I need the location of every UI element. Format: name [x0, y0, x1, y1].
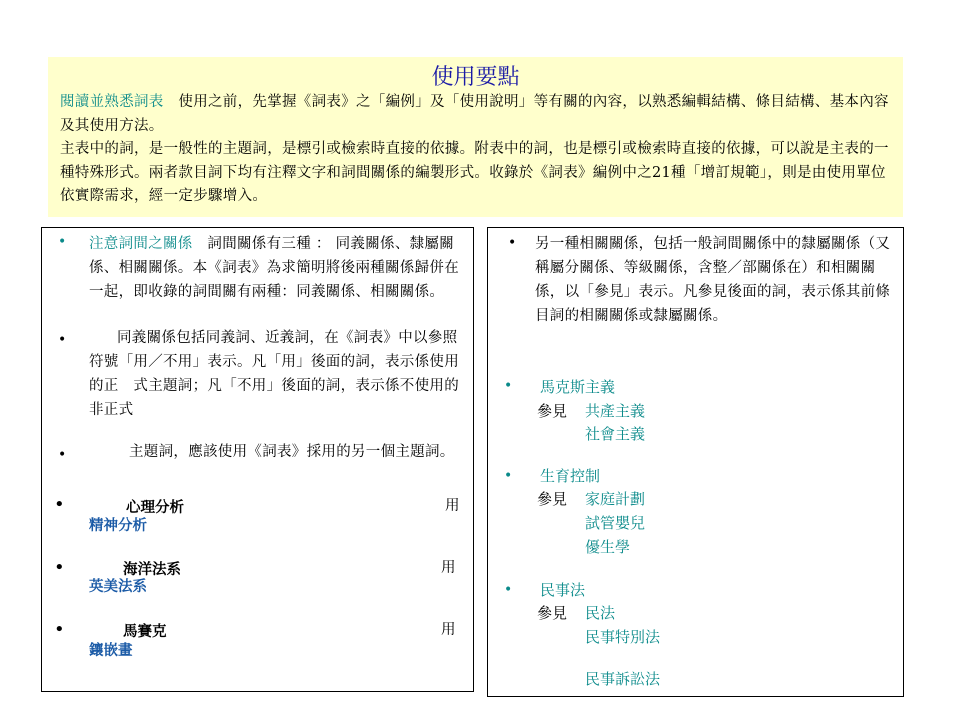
see-ref: 優生學	[585, 538, 631, 556]
example-use: 用	[441, 560, 456, 576]
example-use: 用	[445, 498, 460, 514]
page-title: 使用要點	[431, 65, 520, 90]
see-ref: 家庭計劃	[585, 490, 646, 508]
synonym-text: 同義關係包括同義詞、近義詞，在《詞表》中以參照符號「用／不用」表示。凡「用」後面的詞，表示係使用的正 式主題詞；凡「不用」後面的詞，表示係不使用的非正式	[89, 330, 459, 418]
bullet-icon: •	[58, 332, 67, 348]
example-target: 精神分析	[89, 518, 147, 534]
intro-paragraph-2: 主表中的詞，是一般性的主題詞，是標引或檢索時直接的依據。附表中的詞，也是標引或檢索時直接的依據，可以說是主表的一種特殊形式。兩者款目詞下均有注釋文字和詞間關係的編製形式。收錄於《詞表》編例中之21種「增訂規範」，則是由使用單位依實際需求，經一定步驟增入。	[60, 141, 889, 204]
see-ref: 社會主義	[585, 425, 646, 443]
relation-highlight: 注意詞間之關係	[89, 236, 193, 252]
bullet-icon: •	[54, 557, 65, 578]
bullet-icon: •	[508, 235, 517, 251]
intro-text	[60, 91, 896, 209]
example-target: 鑲嵌畫	[89, 643, 133, 659]
example-term: 馬賽克	[123, 623, 167, 640]
see-label: 參見	[537, 604, 568, 622]
see-ref: 共產主義	[585, 402, 646, 420]
bullet-icon: •	[54, 494, 65, 515]
intro-paragraph-1: 使用之前，先掌握《詞表》之「編例」及「使用說明」等有關的內容，以熟悉編輯結構、條目結構、基本內容及其使用方法。	[60, 94, 889, 134]
example-term: 海洋法系	[123, 561, 181, 578]
bullet-icon: •	[58, 447, 67, 463]
bullet-icon: •	[504, 468, 513, 484]
example-term: 心理分析	[126, 499, 184, 516]
bullet-icon: •	[54, 619, 65, 640]
example-target: 英美法系	[89, 579, 147, 595]
relation-text: 詞間關係有三種 ： 同義關係、隸屬關係、相關關係。本《詞表》為求簡明將後兩種關係歸併在一起，即收錄的詞間關有兩種：同義關係、相關關係。	[89, 236, 459, 300]
group-head: 民事法	[540, 581, 586, 599]
see-ref: 民事特別法	[585, 628, 661, 646]
bullet-icon: •	[58, 234, 67, 250]
left-panel	[41, 227, 474, 692]
right-panel	[487, 227, 904, 697]
bullet-icon: •	[504, 582, 513, 598]
intro-highlight: 閱讀並熟悉詞表	[60, 94, 164, 110]
see-ref: 民事訴訟法	[585, 670, 661, 688]
see-label: 參見	[537, 402, 568, 420]
see-ref: 試管嬰兒	[585, 514, 646, 532]
main-term-text: 主題詞，應該使用《詞表》採用的另一個主題詞。	[129, 444, 455, 460]
see-label: 參見	[537, 490, 568, 508]
relation-intro	[89, 232, 464, 304]
intro-panel	[48, 57, 903, 217]
example-use: 用	[441, 622, 456, 638]
group-head: 生育控制	[540, 467, 601, 485]
group-head: 馬克斯主義	[540, 378, 616, 396]
related-text: 另一種相關關係，包括一般詞間關係中的隸屬關係（又稱屬分關係、等級關係，含整／部關係在）和相關關係，以「參見」表示。凡參見後面的詞，表示係其前條目詞的相關關係或隸屬關係。	[535, 236, 891, 324]
see-ref: 民法	[585, 604, 616, 622]
bullet-icon: •	[504, 378, 513, 394]
